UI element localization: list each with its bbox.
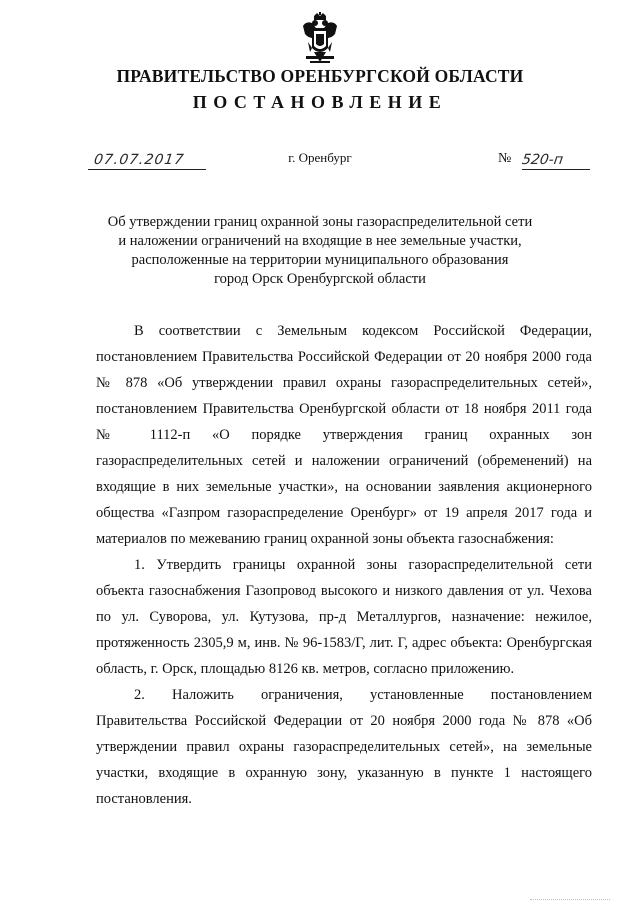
page-edge-mark xyxy=(530,899,610,902)
government-name: ПРАВИТЕЛЬСТВО ОРЕНБУРГСКОЙ ОБЛАСТИ xyxy=(116,66,524,86)
city-label: г. Оренбург xyxy=(288,150,352,165)
subject-line: и наложении ограничений на входящие в нее земельные участки, xyxy=(118,233,522,249)
number-sign: № xyxy=(498,151,512,166)
document-body xyxy=(96,318,592,812)
number-underline xyxy=(522,169,590,170)
subject-line: Об утверждении границ охранной зоны газораспределительной сети xyxy=(107,214,533,230)
coat-of-arms-icon xyxy=(300,12,340,66)
date-underline xyxy=(88,169,206,170)
subject-line: город Орск Оренбургской области xyxy=(214,271,426,287)
document-number: 520-п xyxy=(520,152,565,168)
clause-1-paragraph: 1. Утвердить границы охранной зоны газораспределительной сети объекта газоснабжения Газопровод высокого и низкого давления от ул. Чехова по ул. Суворова, ул. Кутузова, пр-д Металлургов, назначение: нежилое, протяженность 2305,9 м, инв. № 96-1583/Г, лит. Г, адрес объекта: Оренбургская область, г. Орск, площадью 8126 кв. метров, согласно приложению. xyxy=(96,557,592,677)
preamble-paragraph: В соответствии с Земельным кодексом Российской Федерации, постановлением Правительства Российской Федерации от 20 ноября 2000 года № 878 «Об утверждении правил охраны газораспределительных сетей», постановлением Правительства Оренбургской области от 18 ноября 2011 года № 1112-п «О порядке утверждения границ охранных зон газораспределительных сетей и наложении ограничений (обременений) на входящие в них земельные участки», на основании заявления акционерного общества «Газпром газораспределение Оренбург» от 19 апреля 2017 года и материалов по межеванию границ охранной зоны объекта газоснабжения: xyxy=(96,323,592,547)
document-number-field xyxy=(498,148,590,170)
document-date: 07.07.2017 xyxy=(92,152,186,168)
document-type: ПОСТАНОВЛЕНИЕ xyxy=(192,92,448,112)
clause-2-paragraph: 2. Наложить ограничения, установленные постановлением Правительства Российской Федерации от 20 ноября 2000 года № 878 «Об утверждении правил охраны газораспределительных сетей», на земельные участки, входящие в охранную зону, указанную в пункте 1 настоящего постановления. xyxy=(96,687,592,807)
subject-line: расположенные на территории муниципального образования xyxy=(131,252,509,268)
document-subject xyxy=(100,213,540,289)
